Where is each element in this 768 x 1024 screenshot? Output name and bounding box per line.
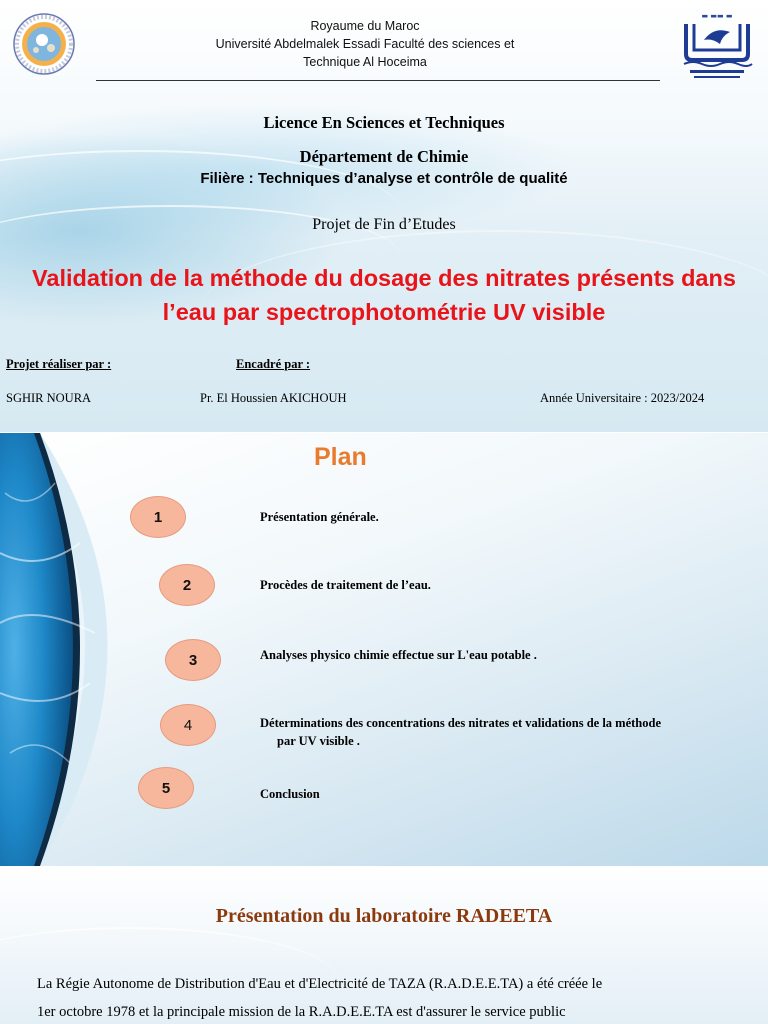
plan-number-3: 3 <box>165 639 221 681</box>
lab-text-line2: 1er octobre 1978 et la principale mission de la R.A.D.E.E.TA est d'assurer le service public <box>37 1004 566 1020</box>
header-university: Université Abdelmalek Essadi Faculté des sciences et <box>215 37 515 51</box>
filiere-heading: Filière : Techniques d’analyse et contrôle de qualité <box>200 170 568 187</box>
plan-item-2: Procèdes de traitement de l’eau. <box>260 578 431 592</box>
licence-heading: Licence En Sciences et Techniques <box>263 113 505 132</box>
title-slide <box>0 0 768 432</box>
plan-item-4-cont: par UV visible . <box>277 734 360 748</box>
svg-text:▬ ▬▬ ▬: ▬ ▬▬ ▬ <box>701 12 733 20</box>
plan-number-5: 5 <box>138 767 194 809</box>
plan-number-2: 2 <box>159 564 215 606</box>
header-country: Royaume du Maroc <box>310 19 420 33</box>
plan-number-1: 1 <box>130 496 186 538</box>
plan-item-5: Conclusion <box>260 787 320 801</box>
plan-item-1: Présentation générale. <box>260 510 379 524</box>
thesis-title-line2: l’eau par spectrophotométrie UV visible <box>162 299 606 325</box>
plan-title: Plan <box>314 443 367 471</box>
university-seal-logo <box>12 12 76 76</box>
department-heading: Département de Chimie <box>299 147 469 166</box>
lab-text-line1: La Régie Autonome de Distribution d'Eau et d'Electricité de TAZA (R.A.D.E.E.TA) a été créée le <box>37 976 603 992</box>
lab-presentation-slide <box>0 867 768 1024</box>
plan-item-4: Déterminations des concentrations des nitrates et validations de la méthode <box>260 716 662 730</box>
supervisor-name: Pr. El Houssien AKICHOUH <box>200 391 347 405</box>
encadre-label: Encadré par : <box>236 357 311 371</box>
realise-label: Projet réaliser par : <box>6 357 112 371</box>
plan-item-3: Analyses physico chimie effectue sur L'eau potable . <box>260 648 537 662</box>
lab-title: Présentation du laboratoire RADEETA <box>215 905 553 927</box>
academic-year: Année Universitaire : 2023/2024 <box>540 391 705 405</box>
header-divider <box>96 80 660 81</box>
abdelmalek-essaadi-logo <box>678 10 756 84</box>
plan-slide <box>0 433 768 866</box>
plan-number-4: 4 <box>160 704 216 746</box>
student-name: SGHIR NOURA <box>6 391 92 405</box>
project-label: Projet de Fin d’Etudes <box>312 216 456 233</box>
thesis-title-line1: Validation de la méthode du dosage des nitrates présents dans <box>32 265 736 291</box>
header-faculty: Technique Al Hoceima <box>303 55 427 69</box>
